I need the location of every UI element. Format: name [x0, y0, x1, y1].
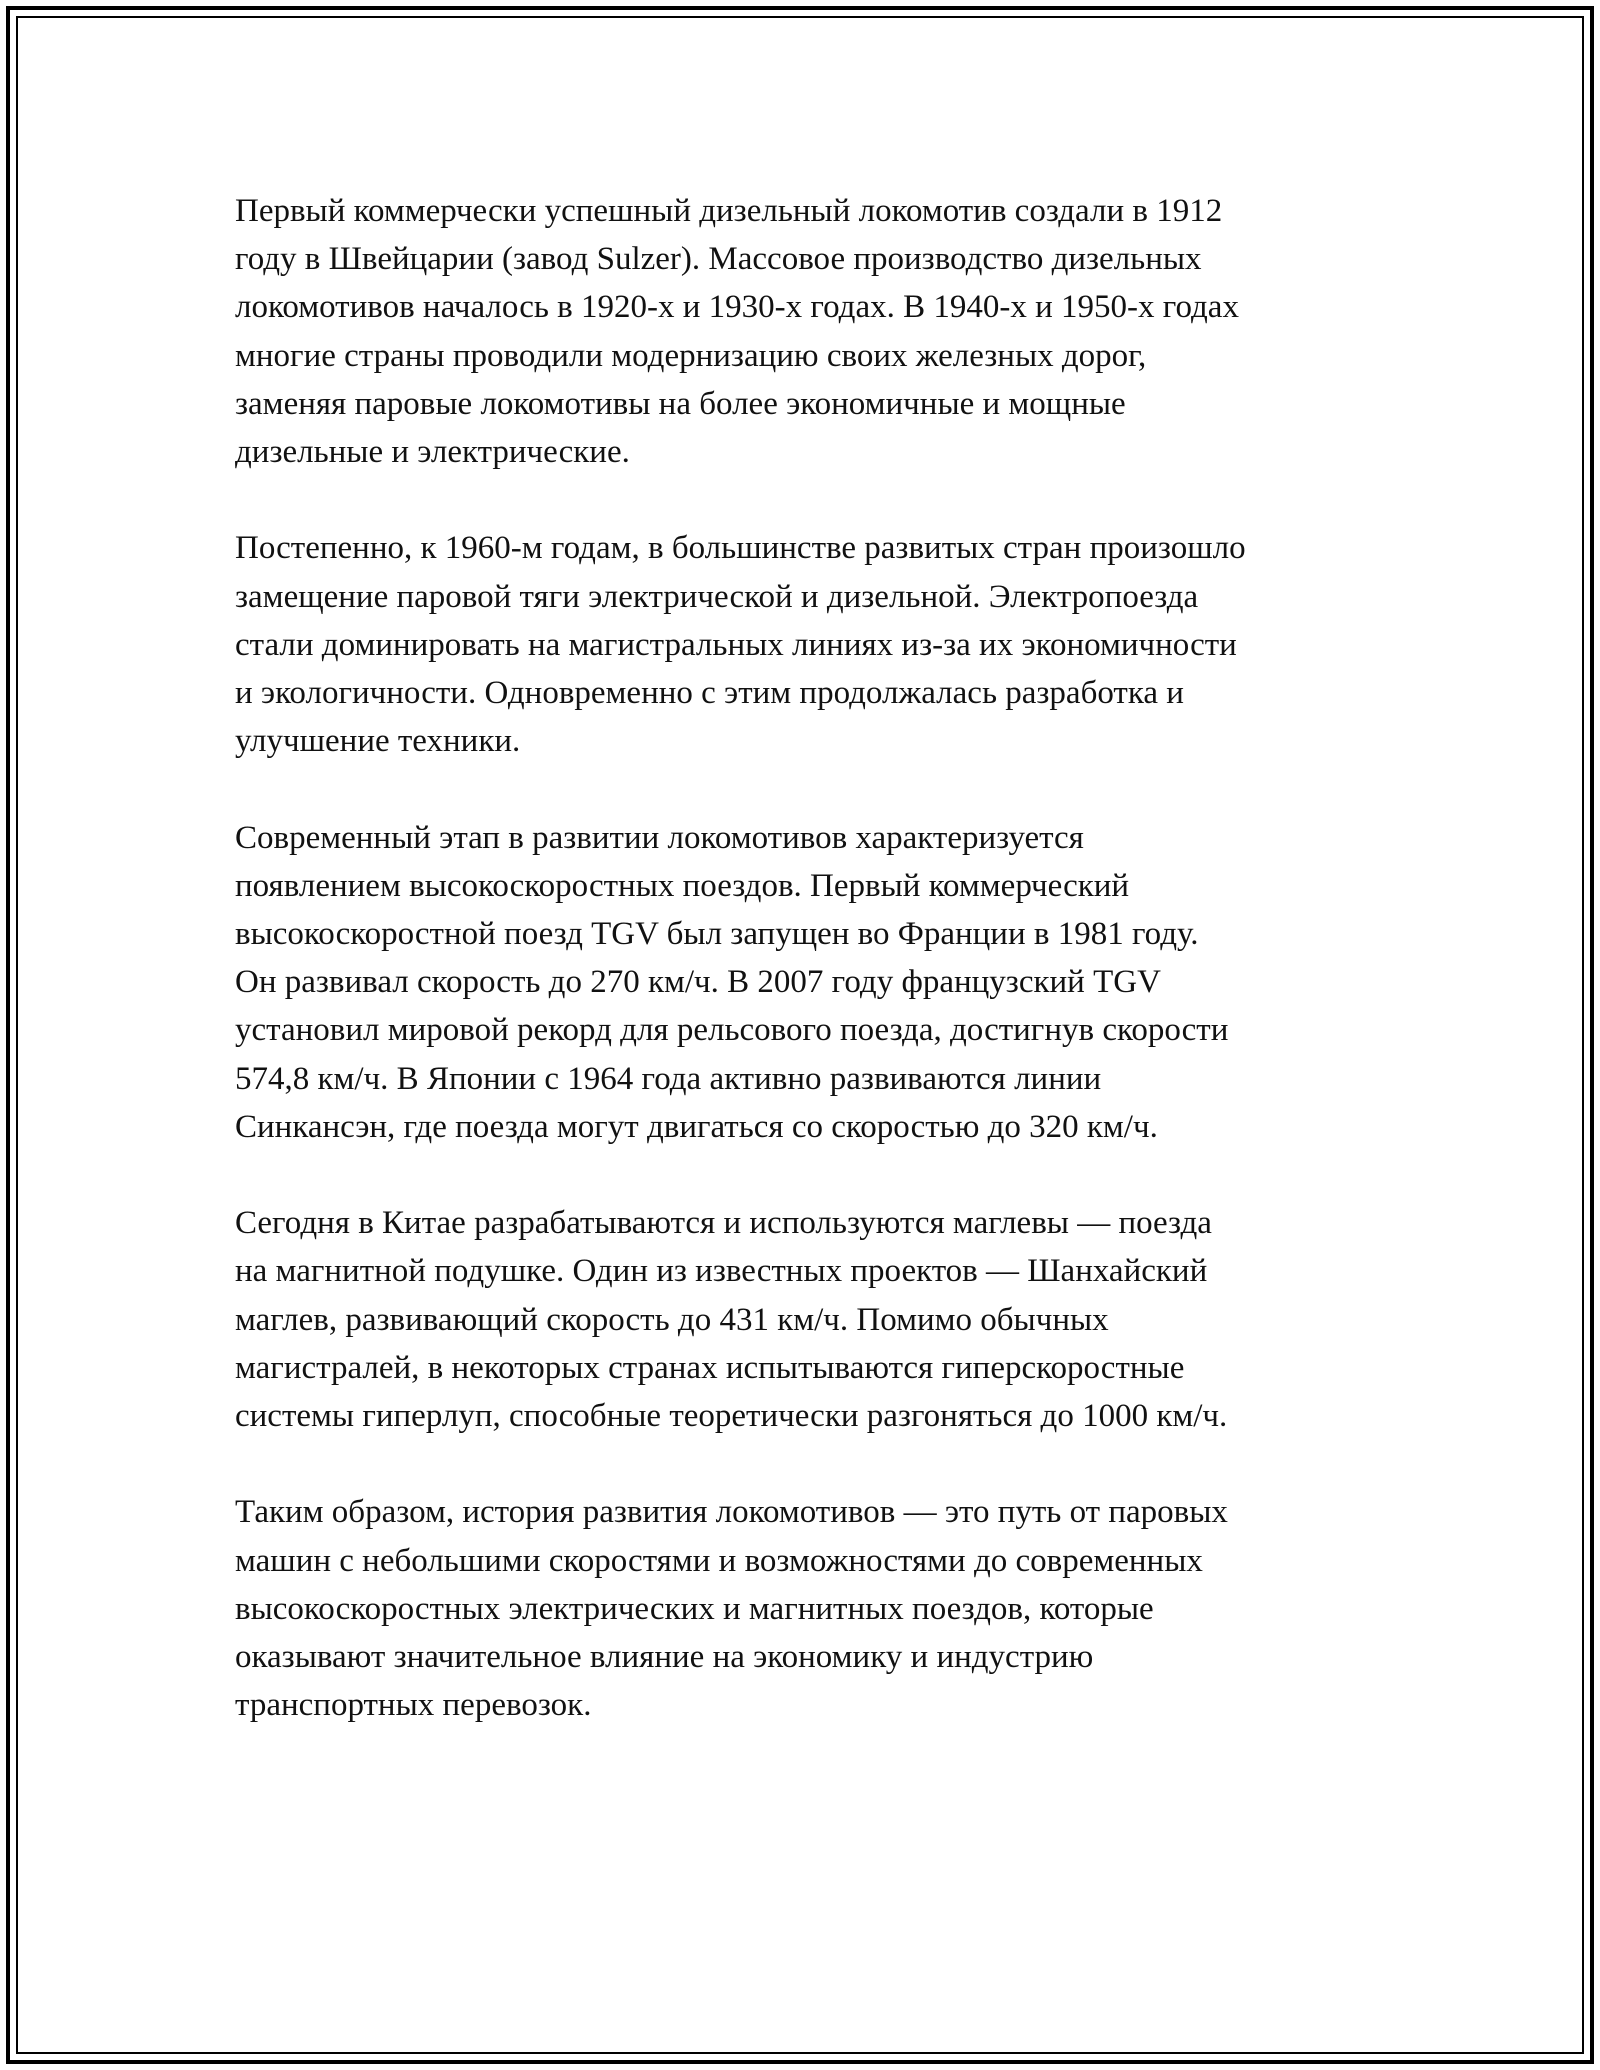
text-line: многие страны проводили модернизацию своих железных дорог,: [235, 337, 1147, 374]
text-line: 574,8 км/ч. В Японии с 1964 года активно развиваются линии: [235, 1060, 1102, 1097]
paragraph-conclusion: [235, 1488, 1385, 1729]
paragraph-steam-replacement: [235, 524, 1385, 765]
text-line: Сегодня в Китае разрабатываются и используются маглевы — поезда: [235, 1205, 1212, 1242]
text-line: машин с небольшими скоростями и возможностями до современных: [235, 1542, 1203, 1579]
text-line: Он развивал скорость до 270 км/ч. В 2007 году французский TGV: [235, 964, 1161, 1001]
text-line: появлением высокоскоростных поездов. Первый коммерческий: [235, 867, 1130, 904]
text-line: высокоскоростной поезд TGV был запущен во Франции в 1981 году.: [235, 916, 1199, 953]
text-line: и экологичности. Одновременно с этим продолжалась разработка и: [235, 675, 1184, 712]
text-line: транспортных перевозок.: [235, 1687, 592, 1724]
text-line: дизельные и электрические.: [235, 434, 630, 471]
text-line: улучшение техники.: [235, 723, 521, 760]
text-line: магистралей, в некоторых странах испытываются гиперскоростные: [235, 1349, 1185, 1386]
text-line: стали доминировать на магистральных линиях из-за их экономичности: [235, 626, 1237, 663]
text-line: Первый коммерчески успешный дизельный локомотив создали в 1912: [235, 193, 1223, 229]
text-line: Синкансэн, где поезда могут двигаться со скоростью до 320 км/ч.: [235, 1108, 1158, 1145]
text-line: замещение паровой тяги электрической и дизельной. Электропоезда: [235, 578, 1199, 615]
text-line: заменяя паровые локомотивы на более экономичные и мощные: [235, 385, 1126, 422]
paragraph-high-speed-trains: [235, 814, 1385, 1151]
text-line: Современный этап в развитии локомотивов характеризуется: [235, 819, 1084, 856]
text-line: на магнитной подушке. Один из известных проектов — Шанхайский: [235, 1253, 1208, 1290]
text-line: оказывают значительное влияние на экономику и индустрию: [235, 1639, 1094, 1676]
text-line: высокоскоростных электрических и магнитных поездов, которые: [235, 1590, 1154, 1627]
paragraph-diesel-history: [235, 187, 1385, 476]
text-line: установил мировой рекорд для рельсового поезда, достигнув скорости: [235, 1012, 1229, 1049]
paragraph-maglev: [235, 1199, 1385, 1440]
text-line: Постепенно, к 1960-м годам, в большинстве развитых стран произошло: [235, 530, 1246, 567]
text-line: году в Швейцарии (завод Sulzer). Массовое производство дизельных: [235, 241, 1202, 278]
text-line: локомотивов началось в 1920-х и 1930-х годах. В 1940-х и 1950-х годах: [235, 289, 1239, 326]
text-line: маглев, развивающий скорость до 431 км/ч. Помимо обычных: [235, 1301, 1109, 1338]
text-line: Таким образом, история развития локомотивов — это путь от паровых: [235, 1494, 1228, 1531]
document-body: [235, 187, 1385, 1778]
text-line: системы гиперлуп, способные теоретически разгоняться до 1000 км/ч.: [235, 1398, 1228, 1435]
